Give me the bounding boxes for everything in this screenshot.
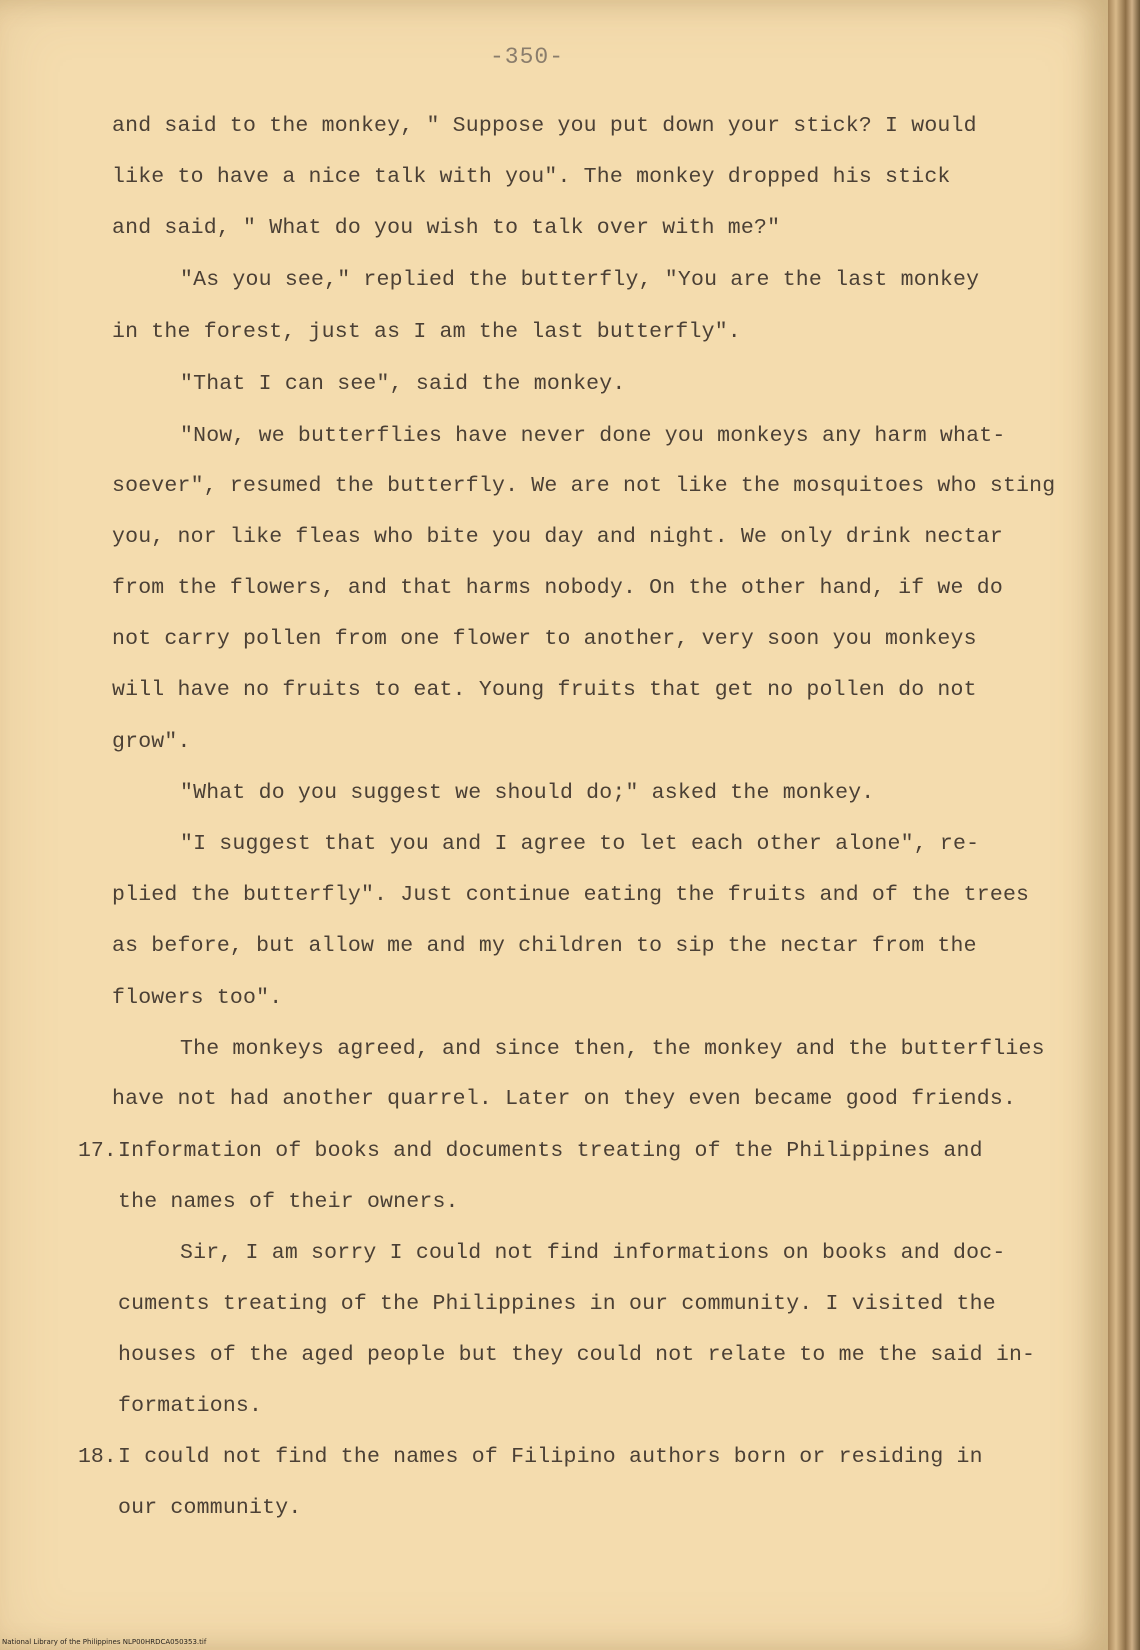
text-line: "Now, we butterflies have never done you monkeys any harm what-	[180, 424, 1006, 448]
text-line: "I suggest that you and I agree to let each other alone", re-	[180, 832, 980, 856]
text-line: soever", resumed the butterfly. We are not like the mosquitoes who sting	[112, 474, 1056, 498]
text-line: Sir, I am sorry I could not find informations on books and doc-	[180, 1241, 1006, 1265]
text-line: "As you see," replied the butterfly, "You are the last monkey	[180, 268, 980, 292]
item-number: 17.	[78, 1139, 117, 1163]
text-line: from the flowers, and that harms nobody. On the other hand, if we do	[112, 576, 1003, 600]
text-line: like to have a nice talk with you". The monkey dropped his stick	[112, 165, 951, 189]
text-line: I could not find the names of Filipino authors born or residing in	[118, 1445, 983, 1469]
text-line: grow".	[112, 730, 191, 754]
text-line: will have no fruits to eat. Young fruits that get no pollen do not	[112, 678, 977, 702]
text-line: not carry pollen from one flower to another, very soon you monkeys	[112, 627, 977, 651]
page-binding-edge	[1108, 0, 1140, 1650]
scan-footer: National Library of the Philippines NLP00HRDCA050353.tif	[2, 1638, 207, 1646]
text-line: flowers too".	[112, 986, 283, 1010]
text-line: "That I can see", said the monkey.	[180, 372, 626, 396]
text-line: Information of books and documents treating of the Philippines and	[118, 1139, 983, 1163]
text-line: in the forest, just as I am the last butterfly".	[112, 320, 741, 344]
text-line: plied the butterfly". Just continue eating the fruits and of the trees	[112, 883, 1030, 907]
text-line: "What do you suggest we should do;" asked the monkey.	[180, 781, 875, 805]
text-line: and said, " What do you wish to talk over with me?"	[112, 216, 781, 240]
text-line: our community.	[118, 1496, 302, 1520]
text-line: have not had another quarrel. Later on they even became good friends.	[112, 1087, 1017, 1111]
text-line: as before, but allow me and my children to sip the nectar from the	[112, 934, 977, 958]
item-number: 18.	[78, 1445, 117, 1469]
text-line: cuments treating of the Philippines in our community. I visited the	[118, 1292, 996, 1316]
text-line: the names of their owners.	[118, 1190, 459, 1214]
text-line: The monkeys agreed, and since then, the monkey and the butterflies	[180, 1037, 1045, 1061]
page-number: -350-	[490, 44, 565, 70]
text-line: houses of the aged people but they could not relate to me the said in-	[118, 1343, 1036, 1367]
text-line: formations.	[118, 1394, 263, 1418]
text-line: you, nor like fleas who bite you day and night. We only drink nectar	[112, 525, 1003, 549]
text-line: and said to the monkey, " Suppose you put down your stick? I would	[112, 114, 977, 138]
